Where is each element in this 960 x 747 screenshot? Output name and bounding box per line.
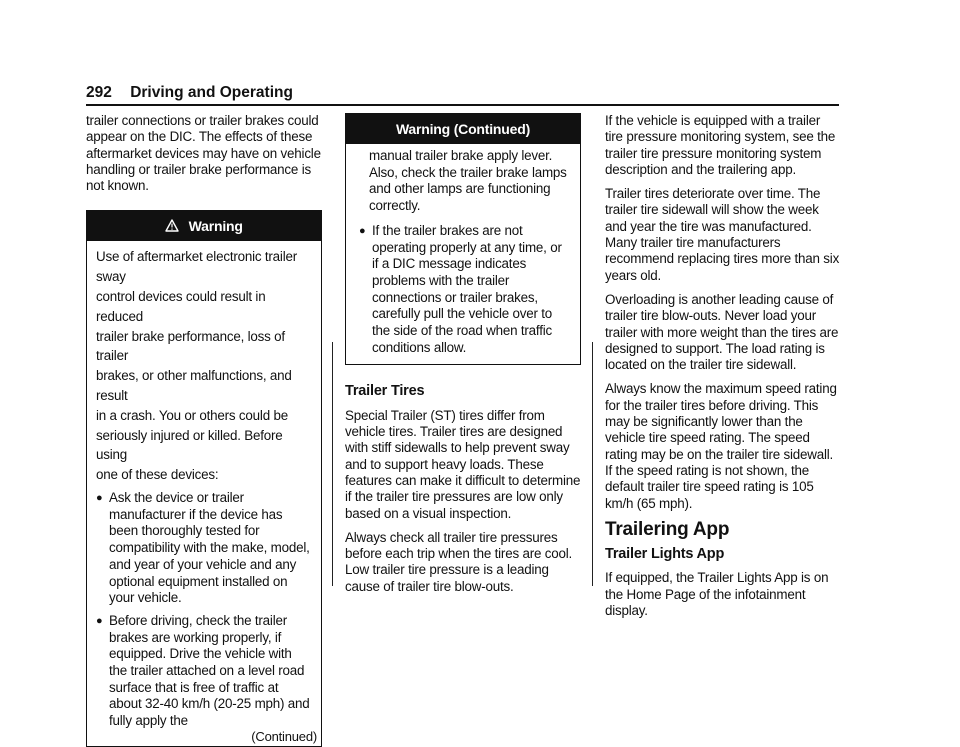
bullet-icon: ● bbox=[359, 224, 366, 237]
page-header bbox=[86, 84, 293, 102]
list-item bbox=[96, 613, 312, 730]
bullet-icon: ● bbox=[96, 614, 103, 627]
bullet-text: If the trailer brakes are not operating properly at any time, or if a DIC message indicates problems with the trailer connections or trailer brakes, carefully pull the vehicle over to the side of the road when traffic conditions allow. bbox=[372, 222, 562, 355]
warning-continued-body bbox=[346, 144, 580, 364]
warning-continued-box bbox=[345, 113, 581, 365]
warning-box bbox=[86, 210, 322, 746]
bullet-text: Before driving, check the trailer brakes are working properly, if equipped. Drive the vehicle with the trailer attached on a level road surface that is free of traffic at about 32-40 km/h (20-25 mph) and fully apply the bbox=[109, 612, 310, 729]
warning-bullet-list bbox=[359, 223, 571, 357]
trailer-tires-heading: Trailer Tires bbox=[345, 383, 425, 400]
list-item bbox=[96, 490, 312, 607]
warning-line: seriously injured or killed. Before using bbox=[96, 427, 283, 463]
list-item bbox=[359, 223, 571, 357]
warning-header bbox=[87, 211, 321, 241]
intro-paragraph: trailer connections or trailer brakes could appear on the DIC. The effects of these aftermarket devices may have on vehicle handling or trailer brake performance is not known. bbox=[86, 113, 321, 194]
warning-line: brakes, or other malfunctions, and result bbox=[96, 368, 292, 404]
column-divider-left bbox=[332, 342, 333, 586]
paragraph: Special Trailer (ST) tires differ from vehicle tires. Trailer tires are designed with stiff sidewalls to help prevent sway and to support heavy loads. These features can make it difficult to determine if the trailer tire pressures are low only based on a visual inspection. bbox=[345, 407, 581, 521]
warning-title: Warning bbox=[188, 218, 243, 235]
paragraph: Overloading is another leading cause of trailer tire blow-outs. Never load your trailer with more weight than the tires are designed to support. The load rating is located on the trailer tire sidewall. bbox=[605, 291, 839, 373]
paragraph: Always know the maximum speed rating for the trailer tires before driving. This may be significantly lower than the vehicle tire speed rating. The speed rating may be on the trailer tire sidewall. If the speed rating is not shown, the default trailer tire speed rating is 105 km/h (65 mph). bbox=[605, 381, 837, 511]
paragraph: If the vehicle is equipped with a trailer tire pressure monitoring system, see the trailer tire pressure monitoring system description and the trailering app. bbox=[605, 113, 836, 177]
warning-line: control devices could result in reduced bbox=[96, 289, 266, 324]
warning-triangle-icon bbox=[165, 219, 182, 234]
warning-continued-header: Warning (Continued) bbox=[346, 114, 580, 144]
page-number: 292 bbox=[86, 84, 112, 101]
section-title: Driving and Operating bbox=[130, 84, 293, 101]
paragraph: If equipped, the Trailer Lights App is on the Home Page of the infotainment display. bbox=[605, 570, 829, 619]
column-divider-right bbox=[592, 342, 593, 586]
bullet-text: Ask the device or trailer manufacturer if the device has been thoroughly tested for compatibility with the make, model, and year of your vehicle and any optional equipment installed on your vehicle. bbox=[109, 490, 310, 606]
warning-bullet-list bbox=[96, 490, 312, 730]
column-2 bbox=[345, 113, 581, 603]
header-rule bbox=[86, 104, 839, 106]
warning-body bbox=[87, 241, 321, 745]
column-3 bbox=[605, 113, 841, 627]
bullet-icon: ● bbox=[96, 492, 103, 505]
trailering-app-heading: Trailering App bbox=[605, 518, 730, 540]
column-1 bbox=[86, 113, 322, 747]
continued-label: (Continued) bbox=[251, 728, 317, 744]
warning-line: Use of aftermarket electronic trailer sway bbox=[96, 249, 297, 285]
trailer-lights-app-heading: Trailer Lights App bbox=[605, 546, 725, 563]
paragraph: Trailer tires deteriorate over time. The trailer tire sidewall will show the week and year the tire was manufactured. Many trailer tire manufacturers recommend replacing tires more than six years old. bbox=[605, 186, 840, 283]
warning-line: in a crash. You or others could be bbox=[96, 407, 288, 423]
warning-line: trailer brake performance, loss of trailer bbox=[96, 328, 285, 364]
warning-text bbox=[96, 247, 312, 485]
warning-line: one of these devices: bbox=[96, 467, 219, 483]
paragraph: Always check all trailer tire pressures before each trip when the tires are cool. Low trailer tire pressure is a leading cause of trailer tire blow-outs. bbox=[345, 529, 573, 594]
warning-continued-text: manual trailer brake apply lever. Also, check the trailer brake lamps and other lamps are functioning correctly. bbox=[369, 148, 567, 214]
